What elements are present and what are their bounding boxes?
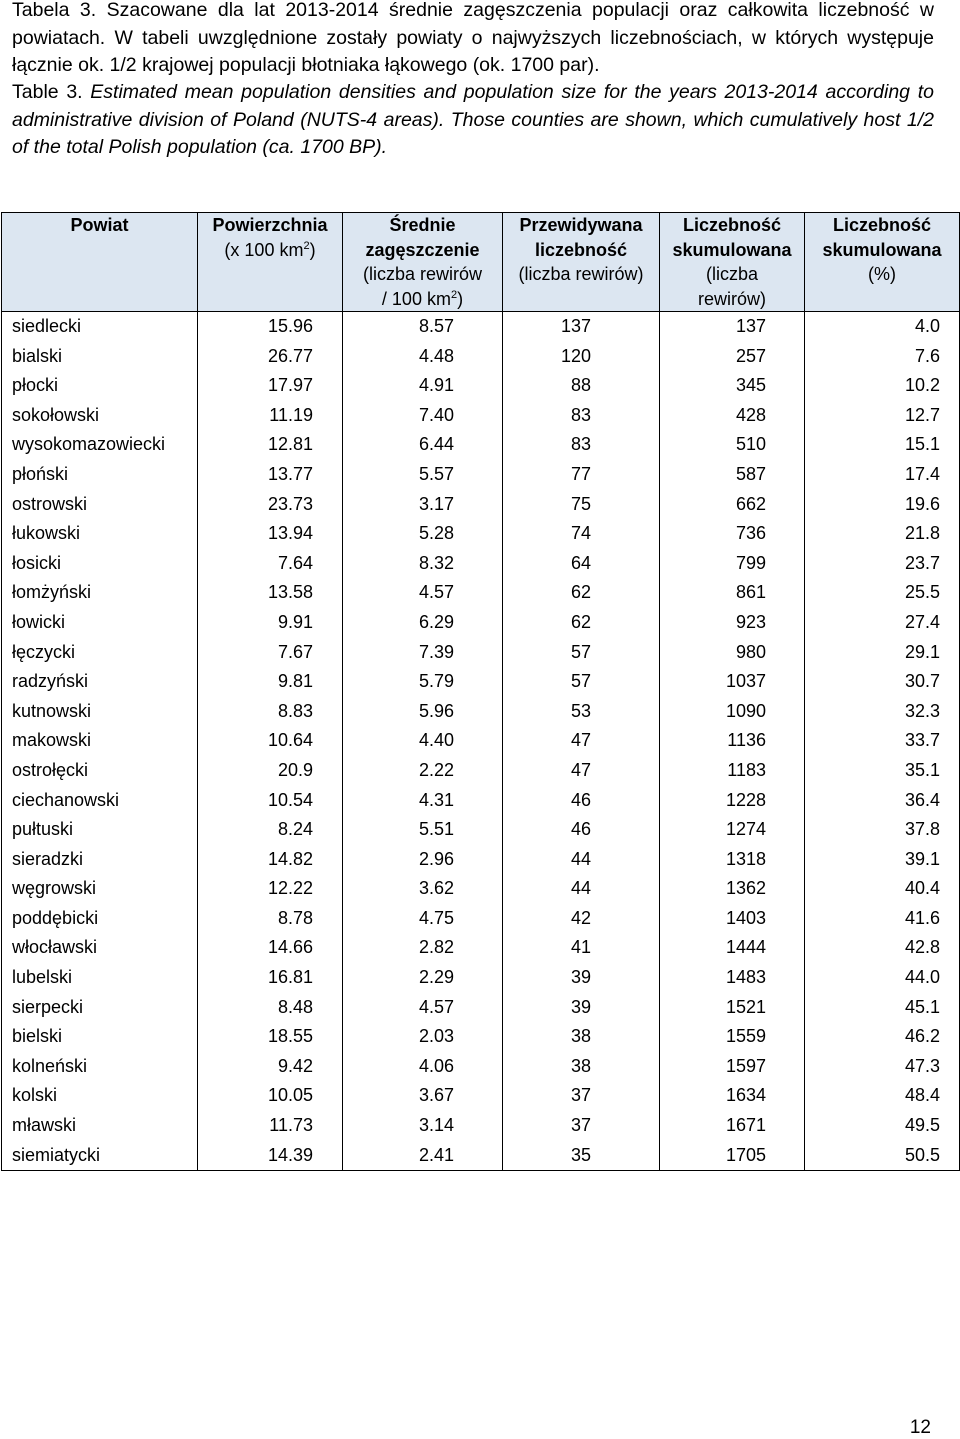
page-number: 12 (909, 1417, 931, 1438)
table-row (2, 549, 960, 579)
cell-powiat: poddębicki (2, 904, 198, 934)
header-powiat-title: Powiat (70, 215, 129, 235)
caption-english-text (12, 79, 934, 162)
cell-powiat: kutnowski (2, 697, 198, 727)
cell-powiat: bielski (2, 1022, 198, 1052)
cell-area: 14.82 (198, 845, 343, 875)
cell-population: 39 (503, 993, 660, 1023)
cell-powiat: kolneński (2, 1052, 198, 1082)
cell-cumulative: 861 (660, 578, 805, 608)
cell-cumulative-percent: 49.5 (805, 1111, 960, 1141)
cell-powiat: sierpecki (2, 993, 198, 1023)
cell-powiat: makowski (2, 726, 198, 756)
table-row (2, 342, 960, 372)
cell-cumulative-percent: 12.7 (805, 401, 960, 431)
cell-cumulative-percent: 17.4 (805, 460, 960, 490)
cell-density: 6.29 (343, 608, 503, 638)
cell-powiat: łomżyński (2, 578, 198, 608)
header-percent-unit: (%) (868, 264, 896, 284)
table-row (2, 697, 960, 727)
header-area-unit-sup: 2 (303, 239, 310, 252)
cell-density: 5.51 (343, 815, 503, 845)
cell-powiat: siedlecki (2, 312, 198, 342)
cell-area: 8.83 (198, 697, 343, 727)
table-row (2, 815, 960, 845)
cell-cumulative: 1274 (660, 815, 805, 845)
header-density-title-1: Średnie (389, 215, 456, 235)
cell-powiat: płoński (2, 460, 198, 490)
header-density-unit-1: (liczba rewirów (362, 264, 483, 284)
cell-cumulative-percent: 48.4 (805, 1081, 960, 1111)
cell-population: 44 (503, 845, 660, 875)
cell-population: 120 (503, 342, 660, 372)
cell-density: 4.31 (343, 786, 503, 816)
header-cumulative-title-2: skumulowana (672, 239, 792, 260)
table-row (2, 845, 960, 875)
header-area (198, 213, 343, 312)
cell-cumulative: 1559 (660, 1022, 805, 1052)
cell-density: 7.39 (343, 638, 503, 668)
cell-population: 46 (503, 786, 660, 816)
header-powiat (2, 213, 198, 312)
table-row (2, 430, 960, 460)
header-population-title-2: liczebność (534, 239, 628, 260)
header-density-title-2: zagęszczenie (365, 239, 480, 260)
table-row (2, 756, 960, 786)
cell-cumulative-percent: 36.4 (805, 786, 960, 816)
cell-density: 4.57 (343, 578, 503, 608)
cell-density: 2.29 (343, 963, 503, 993)
table-row (2, 963, 960, 993)
table-row (2, 1141, 960, 1171)
cell-area: 7.64 (198, 549, 343, 579)
cell-cumulative-percent: 30.7 (805, 667, 960, 697)
cell-cumulative: 1228 (660, 786, 805, 816)
cell-cumulative-percent: 39.1 (805, 845, 960, 875)
table-row (2, 1081, 960, 1111)
cell-powiat: sieradzki (2, 845, 198, 875)
cell-population: 74 (503, 519, 660, 549)
cell-cumulative-percent: 23.7 (805, 549, 960, 579)
cell-area: 18.55 (198, 1022, 343, 1052)
cell-cumulative: 1403 (660, 904, 805, 934)
cell-cumulative-percent: 37.8 (805, 815, 960, 845)
table-row (2, 1111, 960, 1141)
cell-density: 4.40 (343, 726, 503, 756)
cell-area: 9.81 (198, 667, 343, 697)
cell-cumulative-percent: 21.8 (805, 519, 960, 549)
cell-density: 5.57 (343, 460, 503, 490)
population-table (1, 212, 960, 1171)
table-row (2, 371, 960, 401)
cell-cumulative: 1090 (660, 697, 805, 727)
caption-polish (12, 0, 934, 80)
table-row (2, 519, 960, 549)
cell-powiat: bialski (2, 342, 198, 372)
header-cumulative-unit-1: (liczba (705, 264, 758, 284)
cell-powiat: radzyński (2, 667, 198, 697)
cell-cumulative-percent: 4.0 (805, 312, 960, 342)
cell-area: 10.54 (198, 786, 343, 816)
cell-cumulative: 662 (660, 490, 805, 520)
cell-area: 9.42 (198, 1052, 343, 1082)
cell-area: 13.94 (198, 519, 343, 549)
cell-density: 5.96 (343, 697, 503, 727)
cell-cumulative-percent: 19.6 (805, 490, 960, 520)
cell-cumulative-percent: 29.1 (805, 638, 960, 668)
cell-powiat: lubelski (2, 963, 198, 993)
cell-population: 137 (503, 312, 660, 342)
cell-cumulative-percent: 32.3 (805, 697, 960, 727)
header-cumulative-unit-2: rewirów) (697, 288, 766, 309)
cell-powiat: łosicki (2, 549, 198, 579)
cell-density: 3.67 (343, 1081, 503, 1111)
table-row (2, 667, 960, 697)
cell-cumulative: 1671 (660, 1111, 805, 1141)
cell-area: 12.22 (198, 874, 343, 904)
cell-cumulative: 1597 (660, 1052, 805, 1082)
header-cumulative-percent (805, 213, 960, 312)
cell-density: 4.91 (343, 371, 503, 401)
caption-polish-text: Tabela 3. Szacowane dla lat 2013-2014 średnie zagęszczenia populacji oraz całkowita liczebność w powiatach. W tabeli uwzględnione zostały powiaty o najwyższych liczebnościach, w których występuje łącznie ok. 1/2 krajowej populacji błotniaka łąkowego (ok. 1700 par). (12, 0, 934, 76)
table-row (2, 1022, 960, 1052)
cell-cumulative: 510 (660, 430, 805, 460)
cell-powiat: węgrowski (2, 874, 198, 904)
cell-density: 2.96 (343, 845, 503, 875)
cell-cumulative-percent: 25.5 (805, 578, 960, 608)
cell-population: 41 (503, 933, 660, 963)
cell-cumulative-percent: 10.2 (805, 371, 960, 401)
cell-density: 2.41 (343, 1141, 503, 1171)
cell-cumulative: 1705 (660, 1141, 805, 1171)
cell-powiat: ciechanowski (2, 786, 198, 816)
cell-area: 14.39 (198, 1141, 343, 1171)
cell-density: 2.03 (343, 1022, 503, 1052)
cell-population: 88 (503, 371, 660, 401)
cell-powiat: pułtuski (2, 815, 198, 845)
cell-cumulative: 799 (660, 549, 805, 579)
header-density (343, 213, 503, 312)
table-row (2, 904, 960, 934)
cell-powiat: płocki (2, 371, 198, 401)
cell-powiat: łęczycki (2, 638, 198, 668)
cell-cumulative: 736 (660, 519, 805, 549)
cell-density: 4.57 (343, 993, 503, 1023)
table-row (2, 578, 960, 608)
cell-cumulative-percent: 7.6 (805, 342, 960, 372)
cell-area: 14.66 (198, 933, 343, 963)
cell-density: 2.82 (343, 933, 503, 963)
cell-area: 23.73 (198, 490, 343, 520)
header-cumulative (660, 213, 805, 312)
table-row (2, 312, 960, 342)
header-area-unit-post: ) (309, 239, 316, 260)
cell-population: 46 (503, 815, 660, 845)
table-row (2, 608, 960, 638)
cell-cumulative: 345 (660, 371, 805, 401)
table-row (2, 490, 960, 520)
cell-cumulative-percent: 47.3 (805, 1052, 960, 1082)
header-area-unit (224, 240, 315, 260)
cell-area: 8.48 (198, 993, 343, 1023)
header-density-unit-2-post: ) (457, 288, 464, 309)
table-row (2, 460, 960, 490)
caption-english-label: Table 3. (12, 81, 83, 103)
header-area-title: Powierzchnia (212, 215, 328, 235)
header-density-unit-2 (382, 289, 463, 309)
cell-density: 5.79 (343, 667, 503, 697)
cell-powiat: włocławski (2, 933, 198, 963)
cell-population: 53 (503, 697, 660, 727)
cell-cumulative-percent: 45.1 (805, 993, 960, 1023)
cell-cumulative: 1362 (660, 874, 805, 904)
cell-population: 47 (503, 726, 660, 756)
cell-area: 8.24 (198, 815, 343, 845)
cell-area: 16.81 (198, 963, 343, 993)
cell-cumulative-percent: 50.5 (805, 1141, 960, 1171)
cell-cumulative: 1521 (660, 993, 805, 1023)
cell-population: 83 (503, 430, 660, 460)
cell-population: 83 (503, 401, 660, 431)
cell-area: 20.9 (198, 756, 343, 786)
cell-density: 3.14 (343, 1111, 503, 1141)
cell-density: 3.62 (343, 874, 503, 904)
cell-cumulative: 137 (660, 312, 805, 342)
cell-population: 38 (503, 1052, 660, 1082)
cell-powiat: łukowski (2, 519, 198, 549)
cell-cumulative-percent: 42.8 (805, 933, 960, 963)
cell-density: 2.22 (343, 756, 503, 786)
cell-density: 4.48 (343, 342, 503, 372)
cell-cumulative-percent: 33.7 (805, 726, 960, 756)
cell-cumulative: 1183 (660, 756, 805, 786)
cell-area: 11.73 (198, 1111, 343, 1141)
cell-density: 3.17 (343, 490, 503, 520)
cell-density: 8.32 (343, 549, 503, 579)
cell-cumulative: 1037 (660, 667, 805, 697)
cell-population: 75 (503, 490, 660, 520)
cell-population: 37 (503, 1081, 660, 1111)
cell-area: 26.77 (198, 342, 343, 372)
cell-powiat: siemiatycki (2, 1141, 198, 1171)
cell-cumulative-percent: 40.4 (805, 874, 960, 904)
table-row (2, 933, 960, 963)
cell-cumulative: 1136 (660, 726, 805, 756)
table-row (2, 786, 960, 816)
cell-area: 8.78 (198, 904, 343, 934)
cell-cumulative-percent: 46.2 (805, 1022, 960, 1052)
cell-cumulative-percent: 44.0 (805, 963, 960, 993)
cell-population: 37 (503, 1111, 660, 1141)
cell-cumulative-percent: 15.1 (805, 430, 960, 460)
table-row (2, 401, 960, 431)
header-percent-title-1: Liczebność (832, 215, 932, 235)
cell-population: 62 (503, 608, 660, 638)
cell-population: 44 (503, 874, 660, 904)
cell-cumulative-percent: 41.6 (805, 904, 960, 934)
cell-cumulative: 1444 (660, 933, 805, 963)
cell-density: 4.06 (343, 1052, 503, 1082)
cell-population: 64 (503, 549, 660, 579)
caption-english (12, 79, 934, 162)
cell-area: 12.81 (198, 430, 343, 460)
cell-population: 77 (503, 460, 660, 490)
cell-cumulative: 923 (660, 608, 805, 638)
cell-area: 17.97 (198, 371, 343, 401)
header-population-unit: (liczba rewirów) (518, 264, 644, 284)
cell-area: 10.64 (198, 726, 343, 756)
cell-area: 11.19 (198, 401, 343, 431)
cell-area: 13.77 (198, 460, 343, 490)
cell-area: 9.91 (198, 608, 343, 638)
header-density-unit-2-pre: / 100 km (381, 288, 451, 309)
cell-powiat: mławski (2, 1111, 198, 1141)
cell-powiat: sokołowski (2, 401, 198, 431)
cell-cumulative: 980 (660, 638, 805, 668)
cell-cumulative: 257 (660, 342, 805, 372)
table-row (2, 726, 960, 756)
cell-cumulative: 1318 (660, 845, 805, 875)
cell-density: 7.40 (343, 401, 503, 431)
cell-population: 35 (503, 1141, 660, 1171)
cell-density: 4.75 (343, 904, 503, 934)
header-population (503, 213, 660, 312)
cell-population: 47 (503, 756, 660, 786)
cell-population: 62 (503, 578, 660, 608)
cell-powiat: łowicki (2, 608, 198, 638)
cell-population: 57 (503, 638, 660, 668)
table-row (2, 1052, 960, 1082)
cell-cumulative: 428 (660, 401, 805, 431)
table-row (2, 874, 960, 904)
table-header (2, 213, 960, 312)
cell-powiat: ostrołęcki (2, 756, 198, 786)
cell-area: 15.96 (198, 312, 343, 342)
cell-population: 39 (503, 963, 660, 993)
table-row (2, 993, 960, 1023)
table-body (2, 312, 960, 1171)
cell-density: 8.57 (343, 312, 503, 342)
cell-cumulative: 587 (660, 460, 805, 490)
cell-population: 38 (503, 1022, 660, 1052)
cell-area: 10.05 (198, 1081, 343, 1111)
header-area-unit-pre: (x 100 km (224, 239, 304, 260)
cell-population: 42 (503, 904, 660, 934)
cell-area: 7.67 (198, 638, 343, 668)
header-population-title-1: Przewidywana (519, 215, 643, 235)
caption-english-body: Estimated mean population densities and population size for the years 2013-2014 according to administrative division of Poland (NUTS-4 areas). Those counties are shown, which cumulatively host 1/2 of the total Polish population (ca. 1700 BP). (12, 81, 934, 158)
cell-cumulative: 1634 (660, 1081, 805, 1111)
cell-density: 5.28 (343, 519, 503, 549)
cell-density: 6.44 (343, 430, 503, 460)
header-cumulative-title-1: Liczebność (682, 215, 782, 235)
header-row (2, 213, 960, 312)
cell-cumulative-percent: 35.1 (805, 756, 960, 786)
cell-cumulative: 1483 (660, 963, 805, 993)
header-percent-title-2: skumulowana (822, 239, 942, 260)
cell-area: 13.58 (198, 578, 343, 608)
cell-powiat: kolski (2, 1081, 198, 1111)
cell-powiat: ostrowski (2, 490, 198, 520)
table-row (2, 638, 960, 668)
cell-powiat: wysokomazowiecki (2, 430, 198, 460)
header-density-unit-2-sup: 2 (450, 288, 458, 301)
cell-population: 57 (503, 667, 660, 697)
cell-cumulative-percent: 27.4 (805, 608, 960, 638)
